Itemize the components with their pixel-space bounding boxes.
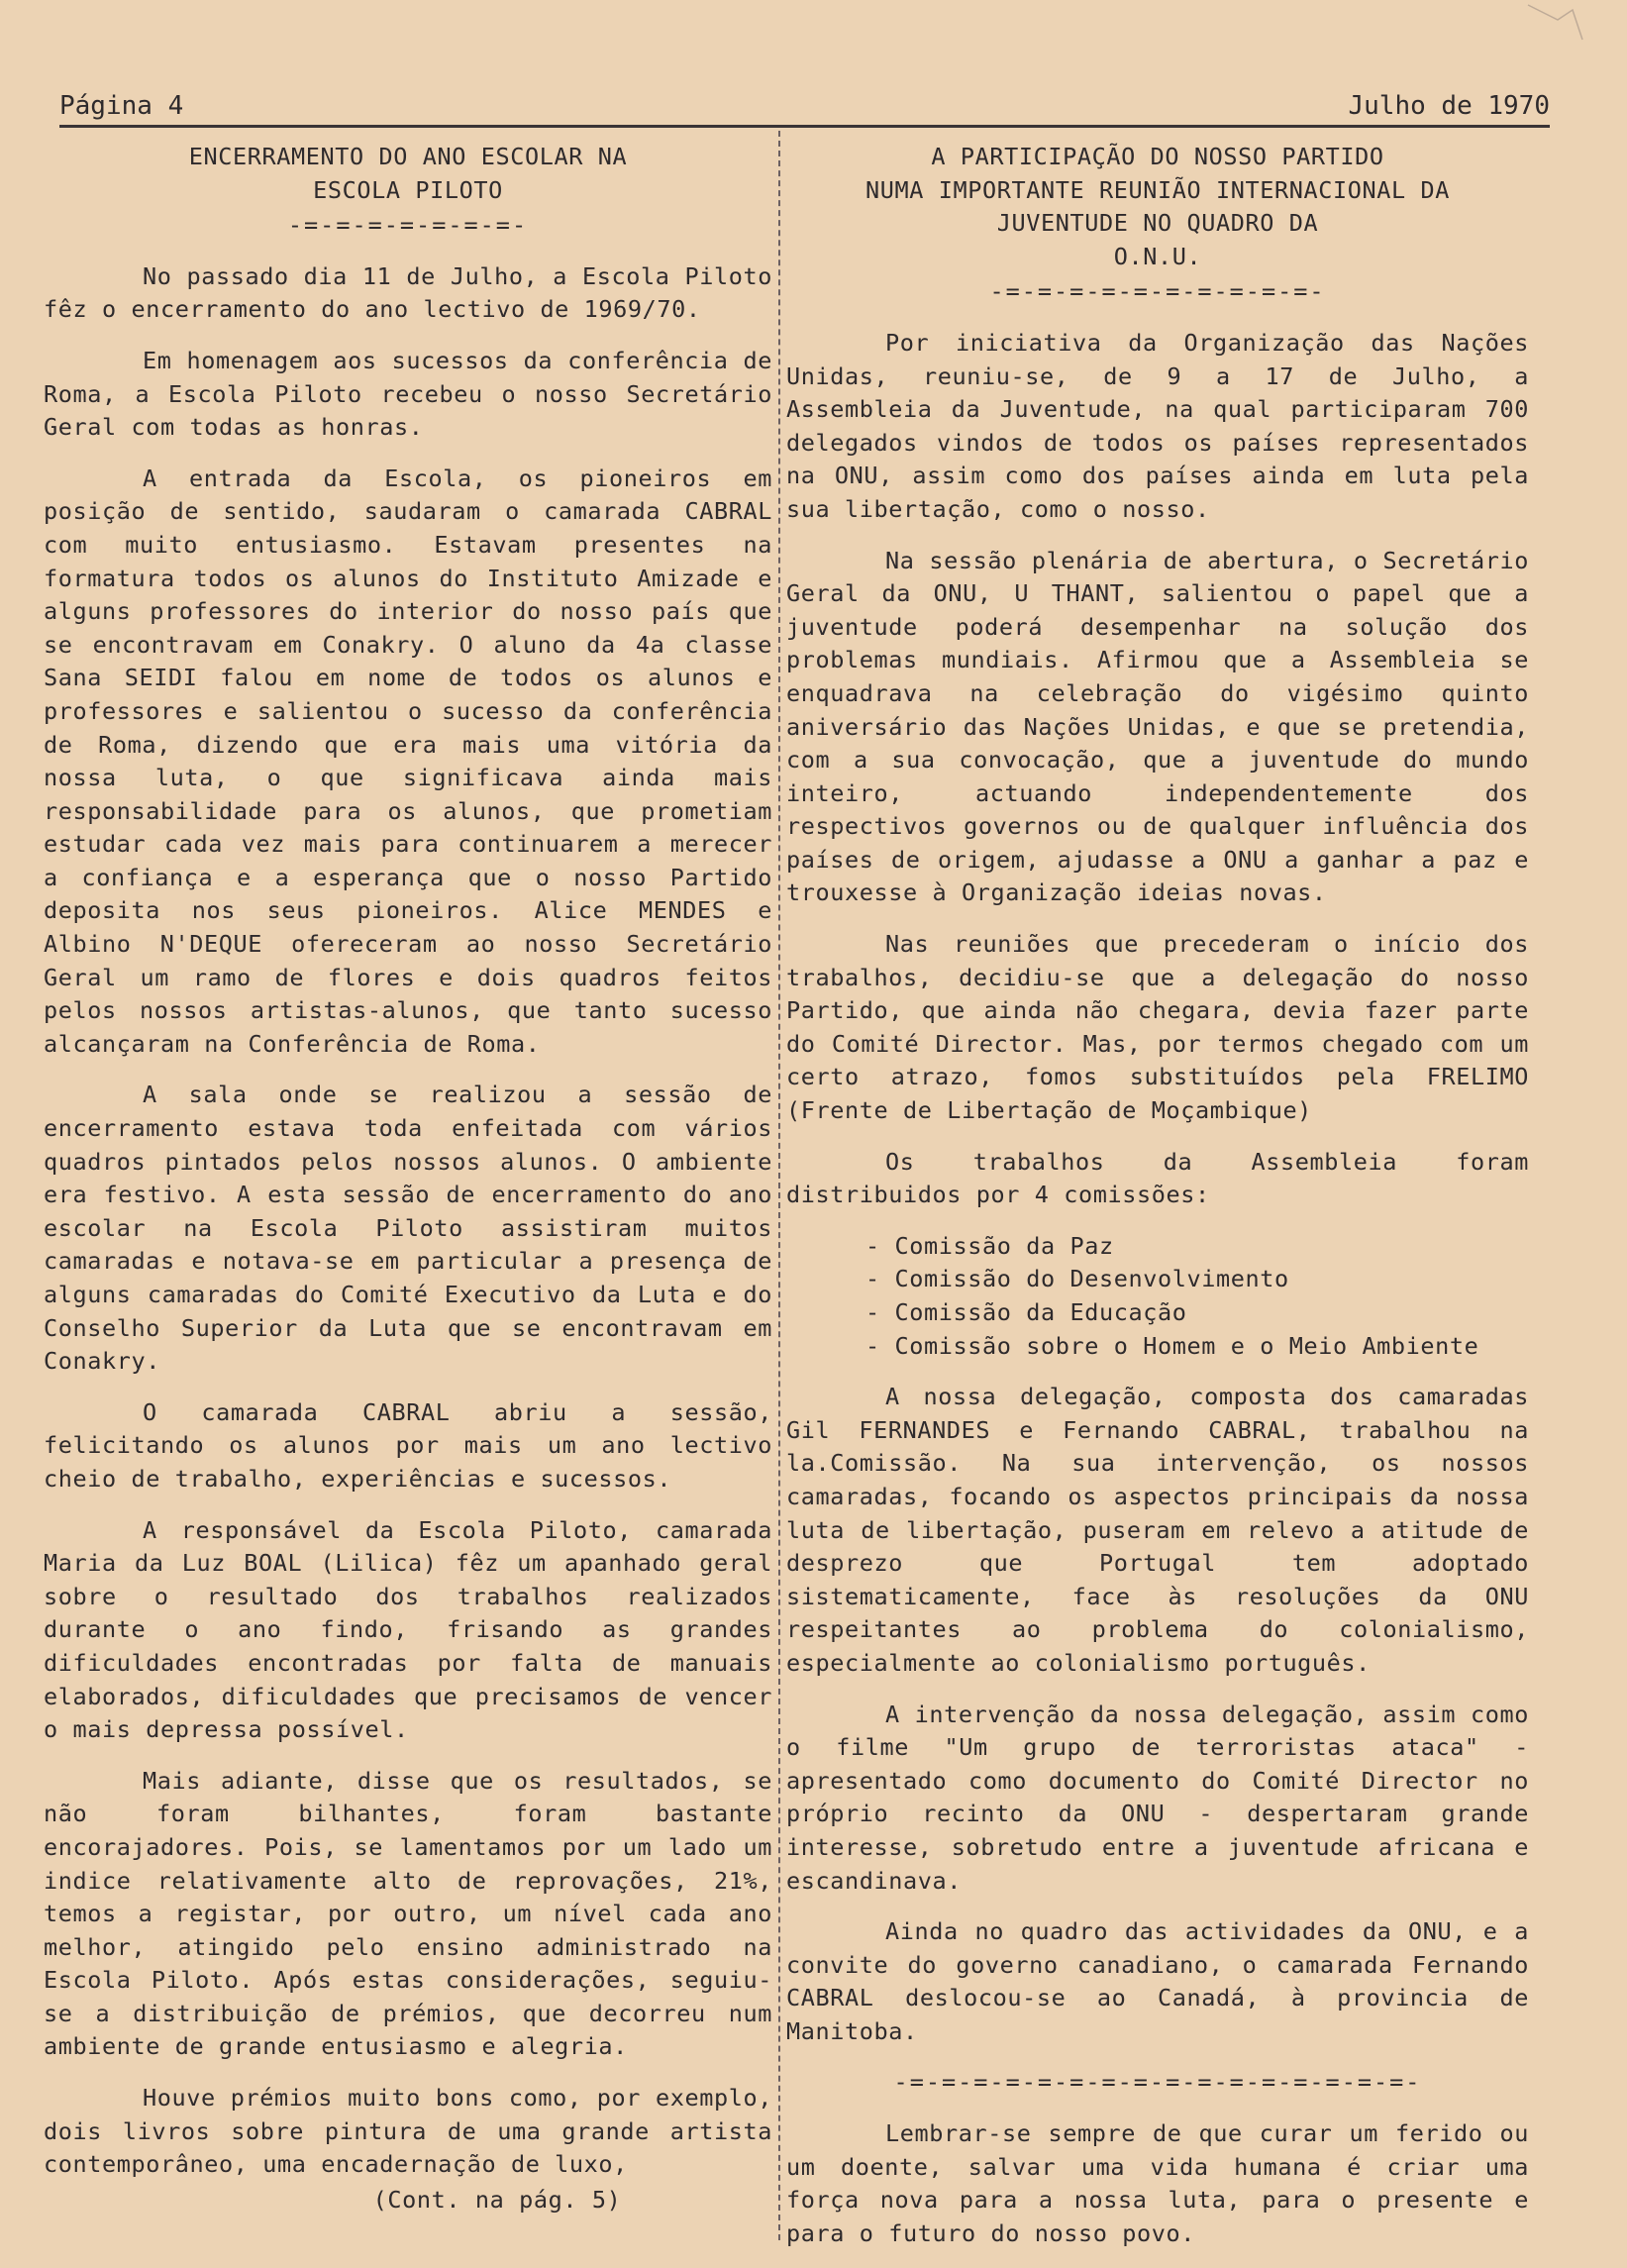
title-decoration: -=-=-=-=-=-=-=- [287,211,529,240]
article-paragraph: A entrada da Escola, os pioneiros em posição de sentido, saudaram o camarada CABRAL com muito entusiasmo. Estavam presentes na formatura todos os alunos do Instituto Amizade e alguns professores do interior do nosso país que se encontravam em Conakry. O aluno da 4a classe Sana SEIDI falou em nome de todos os alunos e professores e salientou o sucesso da conferência de Roma, dizendo que era mais uma vitória da nossa luta, o que significava ainda mais responsabilidade para os alunos, que prometiam estudar cada vez mais para continuarem a merecer a confiança e a esperança que o nosso Partido deposita nos seus pioneiros. Alice MENDES e Albino N'DEQUE ofereceram ao nosso Secretário Geral um ramo de flores e dois quadros feitos pelos nossos artistas-alunos, que tanto sucesso alcançaram na Conferência de Roma. [44,464,772,1058]
page-number: Página 4 [59,91,184,121]
header-rule [59,125,1550,128]
commissions-list [786,1230,1529,1363]
section-divider: -=-=-=-=-=-=-=-=-=-=-=-=-=-=-=-=- [893,2068,1422,2097]
list-item: - Comissão da Educação [865,1298,1187,1326]
article-paragraph: Na sessão plenária de abertura, o Secretário Geral da ONU, U THANT, salientou o papel que a juventude poderá desempenhar na solução dos problemas mundiais. Afirmou que a Assembleia se enquadrava na celebração do vigésimo quinto aniversário das Nações Unidas, e que se pretendia, com a sua convocação, que a juventude do mundo inteiro, actuando independentemente dos respectivos governos ou de qualquer influência dos países de origem, ajudasse a ONU a ganhar a paz e trouxesse à Organização ideias novas. [786,546,1529,907]
article-paragraph: Nas reuniões que precederam o início dos trabalhos, decidiu-se que a delegação do nosso Partido, que ainda não chegara, devia fazer parte do Comité Director. Mas, por termos chegado com um certo atrazo, fomos substituídos pela FRELIMO (Frente de Libertação de Moçambique) [786,930,1529,1125]
article-paragraph: A responsável da Escola Piloto, camarada Maria da Luz BOAL (Lilica) fêz um apanhado geral sobre o resultado dos trabalhos realizados durante o ano findo, frisando as grandes dificuldades encontradas por falta de manuais elaborados, dificuldades que precisamos de vencer o mais depressa possível. [44,1515,772,1744]
article-title: A PARTICIPAÇÃO DO NOSSO PARTIDO NUMA IMPORTANTE REUNIÃO INTERNACIONAL DA JUVENTUDE NO QUADRO DA O.N.U. [865,143,1450,270]
continued-note: (Cont. na pág. 5) [372,2185,622,2214]
article-paragraph: Por iniciativa da Organização das Nações Unidas, reuniu-se, de 9 a 17 de Julho, a Assembleia da Juventude, na qual participaram 700 delegados vindos de todos os países representados na ONU, assim como dos países ainda em luta pela sua libertação, como o nosso. [786,328,1529,523]
list-item: - Comissão sobre o Homem e o Meio Ambiente [865,1331,1479,1360]
article-paragraph: A sala onde se realizou a sessão de encerramento estava toda enfeitada com vários quadros pintados pelos nossos alunos. O ambiente era festivo. A esta sessão de encerramento do ano escolar na Escola Piloto assistiram muitos camaradas e notava-se em particular a presença de alguns camaradas do Comité Executivo da Luta e do Conselho Superior da Luta que se encontravam em Conakry. [44,1081,772,1376]
article-paragraph: Houve prémios muito bons como, por exemplo, dois livros sobre pintura de uma grande artista contemporâneo, uma encadernação de luxo, [44,2084,772,2179]
article-paragraph: Mais adiante, disse que os resultados, se não foram bilhantes, foram bastante encorajadores. Pois, se lamentamos por um lado um indice relativamente alto de reprovações, 21%, temos a registar, por outro, um nível cada ano melhor, atingido pelo ensino administrado na Escola Piloto. Após estas considerações, seguiu-se a distribuição de prémios, que decorreu num ambiente de grande entusiasmo e alegria. [44,1766,772,2061]
article-paragraph: Em homenagem aos sucessos da conferência de Roma, a Escola Piloto recebeu o nosso Secretário Geral com todas as honras. [44,346,772,442]
article-paragraph: Ainda no quadro das actividades da ONU, e a convite do governo canadiano, o camarada Fernando CABRAL deslocou-se ao Canadá, à provincia de Manitoba. [786,1917,1529,2045]
article-paragraph: A nossa delegação, composta dos camaradas Gil FERNANDES e Fernando CABRAL, trabalhou na la.Comissão. Na sua intervenção, os nossos camaradas, focando os aspectos principais da nossa luta de libertação, puseram em relevo a atitude de desprezo que Portugal tem adoptado sistematicamente, face às resoluções da ONU respeitantes ao problema do colonialismo, especialmente ao colonialismo português. [786,1383,1529,1677]
list-item: - Comissão da Paz [865,1231,1114,1260]
paper-stain-mark [1518,0,1587,79]
closing-quote: Lembrar-se sempre de que curar um ferido ou um doente, salvar uma vida humana é criar uma força nova para a nossa luta, para o presente e para o futuro do nosso povo. [786,2119,1529,2247]
column-divider [778,131,780,2240]
right-column-article [786,141,1529,2268]
article-paragraph: O camarada CABRAL abriu a sessão, felicitando os alunos por mais um ano lectivo cheio de trabalho, experiências e sucessos. [44,1397,772,1493]
page-header [59,91,1550,123]
article-paragraph: Os trabalhos da Assembleia foram distribuidos por 4 comissões: [786,1147,1529,1209]
list-item: - Comissão do Desenvolvimento [865,1265,1289,1293]
article-title: ENCERRAMENTO DO ANO ESCOLAR NA ESCOLA PILOTO [188,143,628,204]
article-paragraph: No passado dia 11 de Julho, a Escola Piloto fêz o encerramento do ano lectivo de 1969/70. [44,261,772,324]
left-column-article [44,141,772,2216]
title-decoration: -=-=-=-=-=-=-=-=-=-=- [989,277,1326,306]
article-paragraph: A intervenção da nossa delegação, assim como o filme "Um grupo de terroristas ataca" - apresentado como documento do Comité Director no próprio recinto da ONU - despertaram grande interesse, sobretudo entre a juventude africana e escandinava. [786,1700,1529,1895]
issue-date: Julho de 1970 [1348,91,1550,121]
